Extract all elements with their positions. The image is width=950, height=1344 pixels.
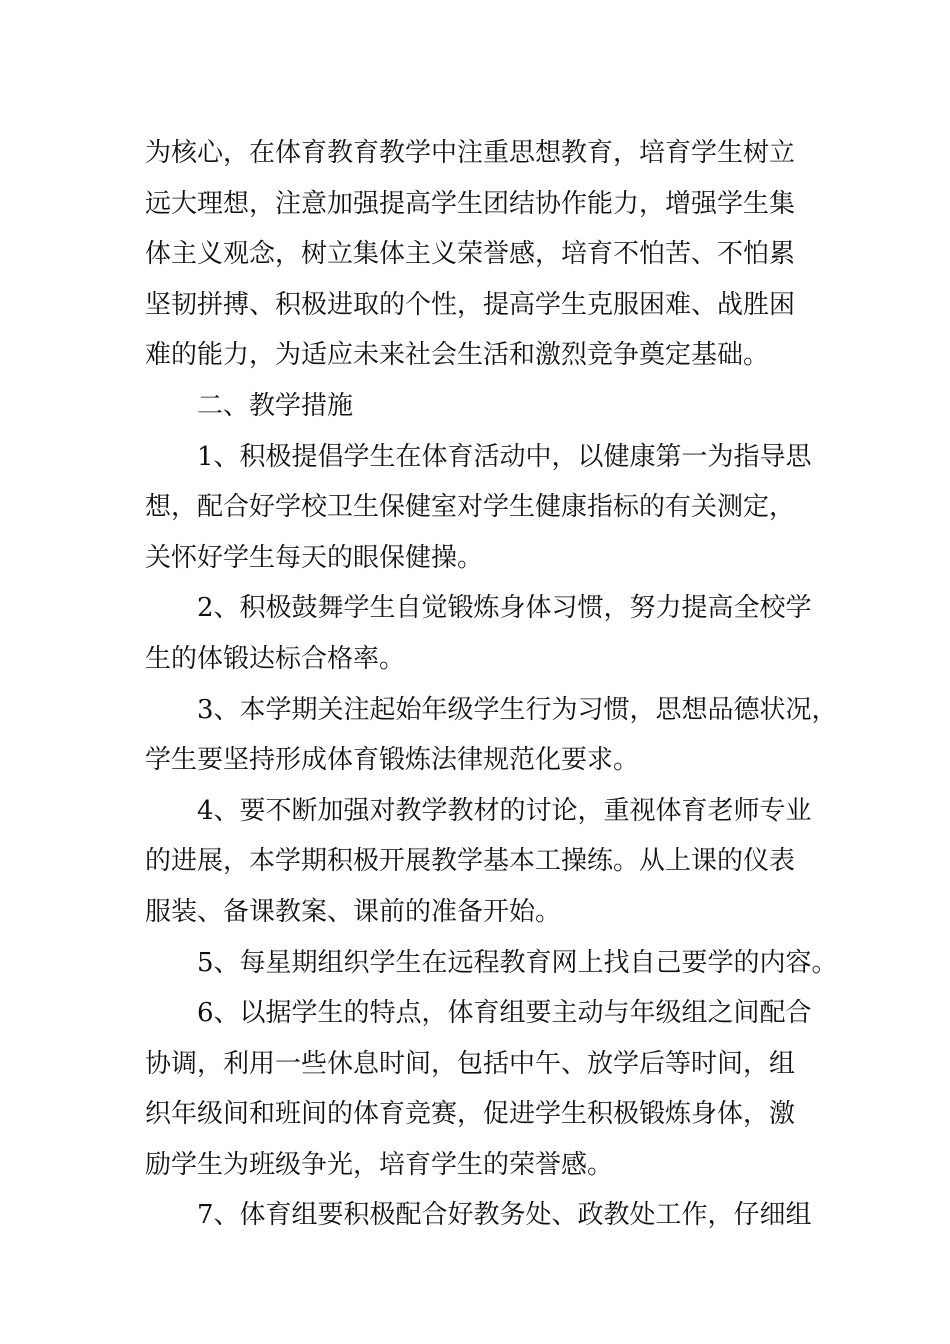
- text-line: 关怀好学生每天的眼保健操。: [145, 542, 484, 573]
- text-line: 1、积极提倡学生在体育活动中，以健康第一为指导思: [197, 441, 812, 472]
- text-line: 协调，利用一些休息时间，包括中午、放学后等时间，组: [145, 1048, 796, 1079]
- text-line: 的进展，本学期积极开展教学基本工操练。从上课的仪表: [145, 846, 796, 877]
- text-line: 织年级间和班间的体育竞赛，促进学生积极锻炼身体，激: [145, 1099, 796, 1130]
- section-heading: 二、教学措施: [197, 390, 354, 421]
- text-line: 远大理想，注意加强提高学生团结协作能力，增强学生集: [145, 188, 796, 219]
- text-line: 难的能力，为适应未来社会生活和激烈竞争奠定基础。: [145, 340, 770, 371]
- text-line: 为核心，在体育教育教学中注重思想教育，培育学生树立: [145, 138, 796, 168]
- text-line: 想，配合好学校卫生保健室对学生健康指标的有关测定，: [145, 492, 796, 523]
- text-line: 体主义观念，树立集体主义荣誉感，培育不怕苦、不怕累: [145, 239, 796, 270]
- text-line: 4、要不断加强对教学教材的讨论，重视体育老师专业: [197, 795, 812, 826]
- text-line: 学生要坚持形成体育锻炼法律规范化要求。: [145, 745, 640, 776]
- text-line: 坚韧拼搏、积极进取的个性，提高学生克服困难、战胜困: [145, 289, 796, 320]
- text-line: 服装、备课教案、课前的准备开始。: [145, 896, 562, 927]
- text-line: 3、本学期关注起始年级学生行为习惯，思想品德状况，: [197, 694, 838, 725]
- text-line: 2、积极鼓舞学生自觉锻炼身体习惯，努力提高全校学: [197, 593, 812, 624]
- text-line: 7、体育组要积极配合好教务处、政教处工作，仔细组: [197, 1200, 812, 1231]
- text-line: 生的体锻达标合格率。: [145, 643, 406, 674]
- text-line: 6、以据学生的特点，体育组要主动与年级组之间配合: [197, 998, 812, 1029]
- text-line: 励学生为班级争光，培育学生的荣誉感。: [145, 1149, 614, 1180]
- body-text: [145, 133, 838, 1246]
- text-line: 5、每星期组织学生在远程教育网上找自己要学的内容。: [197, 947, 838, 978]
